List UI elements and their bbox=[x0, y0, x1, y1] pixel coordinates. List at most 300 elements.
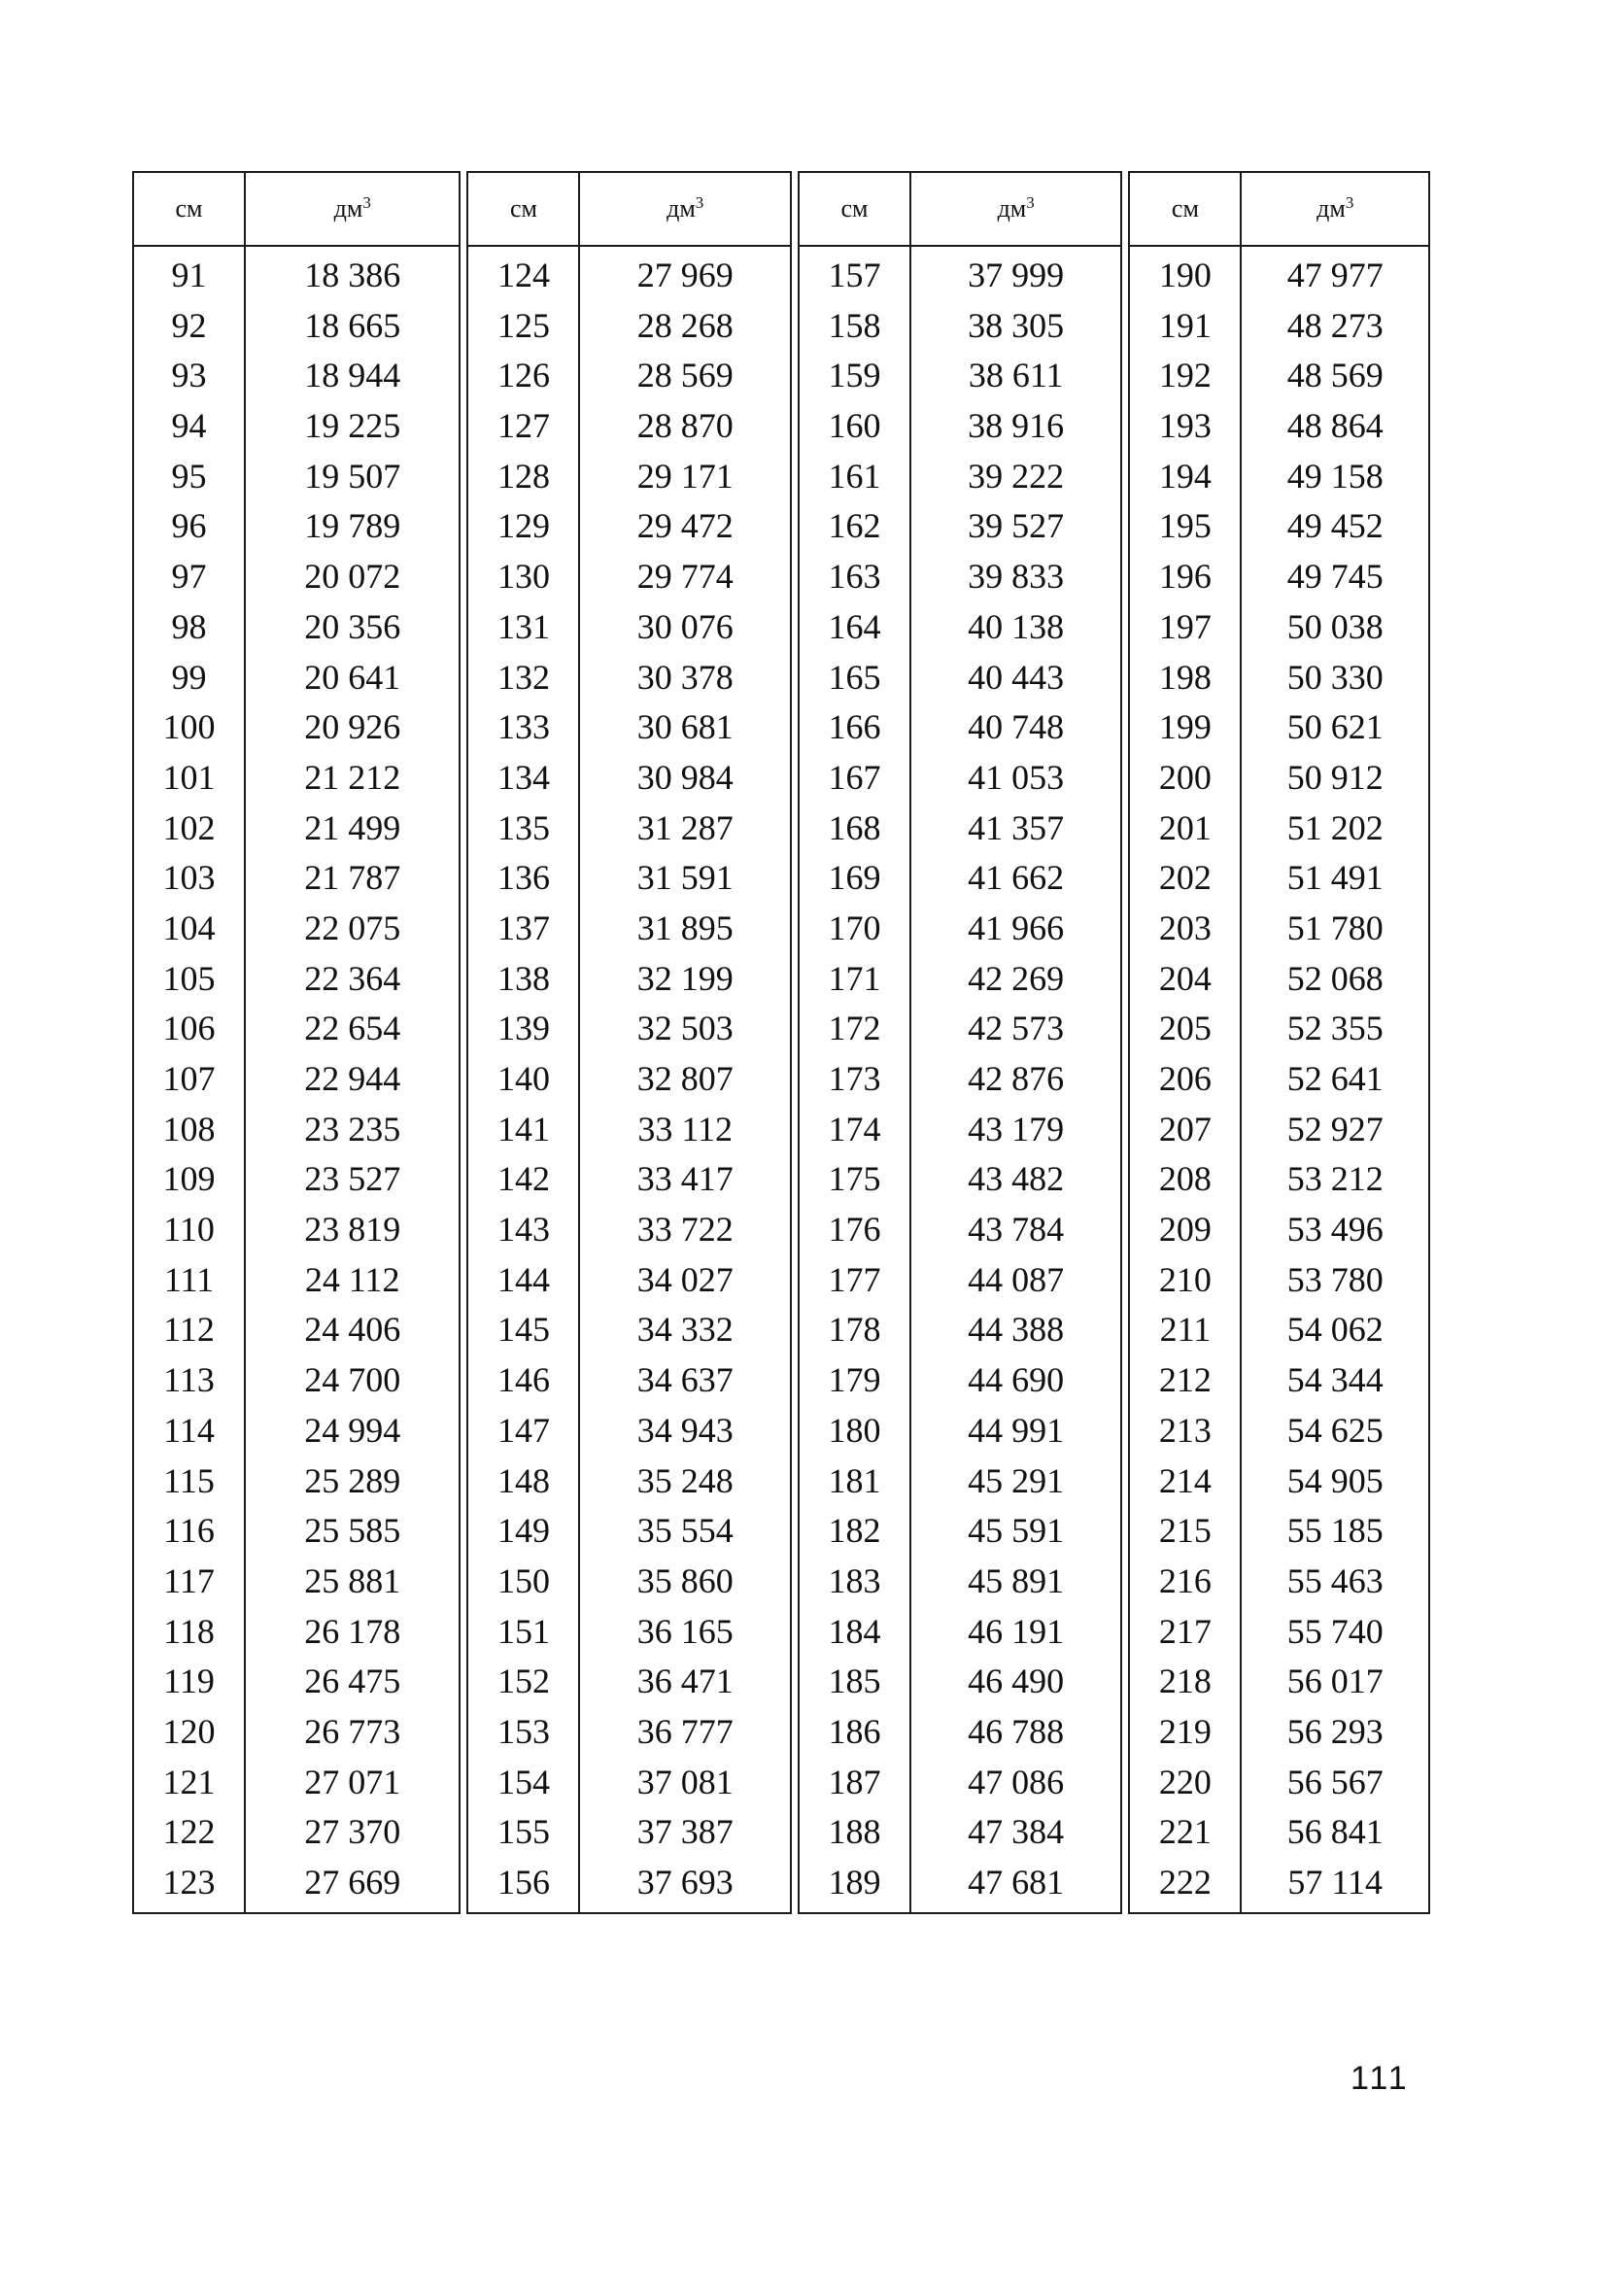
table-body bbox=[468, 247, 789, 1912]
cell-dm3: 41 966 bbox=[968, 908, 1065, 947]
cell-dm3: 41 053 bbox=[968, 757, 1065, 797]
cell-cm: 96 bbox=[171, 506, 207, 546]
cell-dm3: 56 841 bbox=[1286, 1812, 1384, 1852]
cell-dm3: 54 062 bbox=[1286, 1310, 1384, 1350]
cell-dm3: 24 406 bbox=[304, 1310, 401, 1350]
cell-cm: 111 bbox=[163, 1259, 215, 1299]
cell-cm: 173 bbox=[828, 1059, 881, 1098]
dm3-column bbox=[911, 247, 1120, 1912]
cell-cm: 170 bbox=[828, 908, 881, 947]
cell-dm3: 40 748 bbox=[968, 707, 1065, 747]
cell-cm: 103 bbox=[162, 858, 216, 898]
header-dm3 bbox=[1242, 173, 1428, 245]
cell-cm: 222 bbox=[1158, 1863, 1212, 1902]
cell-dm3: 30 984 bbox=[636, 757, 734, 797]
table-body bbox=[800, 247, 1120, 1912]
cell-dm3: 43 482 bbox=[968, 1159, 1065, 1199]
cell-cm: 207 bbox=[1158, 1109, 1212, 1148]
cell-dm3: 21 787 bbox=[304, 858, 401, 898]
cell-cm: 124 bbox=[496, 256, 550, 294]
cell-dm3: 44 388 bbox=[968, 1310, 1065, 1350]
cell-dm3: 26 178 bbox=[304, 1611, 401, 1651]
cell-dm3: 42 269 bbox=[968, 958, 1065, 998]
cell-cm: 166 bbox=[828, 707, 881, 747]
cell-dm3: 20 356 bbox=[304, 606, 401, 646]
cell-dm3: 45 591 bbox=[968, 1511, 1065, 1551]
cell-cm: 184 bbox=[828, 1611, 881, 1651]
cell-cm: 143 bbox=[496, 1210, 550, 1250]
cell-dm3: 33 722 bbox=[636, 1210, 734, 1250]
cell-dm3: 51 491 bbox=[1286, 858, 1384, 898]
cell-cm: 97 bbox=[171, 557, 207, 597]
cell-cm: 188 bbox=[828, 1812, 881, 1852]
cell-dm3: 34 027 bbox=[636, 1259, 734, 1299]
header-dm3 bbox=[580, 173, 789, 245]
cell-dm3: 18 386 bbox=[304, 256, 401, 294]
cell-cm: 172 bbox=[828, 1009, 881, 1048]
cell-cm: 145 bbox=[496, 1310, 550, 1350]
cell-cm: 196 bbox=[1158, 557, 1212, 597]
cell-cm: 136 bbox=[496, 858, 550, 898]
table-block-2 bbox=[466, 171, 791, 1914]
table-header bbox=[134, 173, 459, 247]
cell-cm: 191 bbox=[1158, 305, 1212, 345]
cell-dm3: 49 745 bbox=[1286, 557, 1384, 597]
header-dm-label: дм bbox=[1316, 194, 1346, 223]
cell-cm: 203 bbox=[1158, 908, 1212, 947]
cell-cm: 208 bbox=[1158, 1159, 1212, 1199]
cell-cm: 150 bbox=[496, 1560, 550, 1600]
cell-dm3: 46 490 bbox=[968, 1662, 1065, 1701]
cell-dm3: 56 017 bbox=[1286, 1662, 1384, 1701]
cell-dm3: 50 912 bbox=[1286, 757, 1384, 797]
cell-dm3: 37 387 bbox=[636, 1812, 734, 1852]
cell-dm3: 27 969 bbox=[636, 256, 734, 294]
cell-dm3: 35 860 bbox=[636, 1560, 734, 1600]
cell-cm: 131 bbox=[496, 606, 550, 646]
cell-cm: 177 bbox=[828, 1259, 881, 1299]
cell-dm3: 45 291 bbox=[968, 1460, 1065, 1500]
cell-dm3: 50 621 bbox=[1286, 707, 1384, 747]
cell-dm3: 22 654 bbox=[304, 1009, 401, 1048]
cell-cm: 155 bbox=[496, 1812, 550, 1852]
cell-dm3: 47 681 bbox=[968, 1863, 1065, 1902]
cell-cm: 163 bbox=[828, 557, 881, 597]
cm-column bbox=[1130, 247, 1242, 1912]
cell-cm: 176 bbox=[828, 1210, 881, 1250]
cell-cm: 120 bbox=[162, 1711, 216, 1751]
cell-dm3: 35 554 bbox=[636, 1511, 734, 1551]
cell-cm: 206 bbox=[1158, 1059, 1212, 1098]
cell-cm: 95 bbox=[171, 456, 207, 496]
cell-dm3: 24 700 bbox=[304, 1360, 401, 1400]
cell-cm: 108 bbox=[162, 1109, 216, 1148]
cell-cm: 149 bbox=[496, 1511, 550, 1551]
cell-dm3: 28 870 bbox=[636, 406, 734, 446]
cell-dm3: 23 819 bbox=[304, 1210, 401, 1250]
cell-dm3: 37 081 bbox=[636, 1762, 734, 1801]
cell-dm3: 36 471 bbox=[636, 1662, 734, 1701]
cell-cm: 221 bbox=[1158, 1812, 1212, 1852]
cell-cm: 174 bbox=[828, 1109, 881, 1148]
cell-dm3: 25 585 bbox=[304, 1511, 401, 1551]
cell-dm3: 29 171 bbox=[636, 456, 734, 496]
cell-cm: 106 bbox=[162, 1009, 216, 1048]
cell-dm3: 46 788 bbox=[968, 1711, 1065, 1751]
header-dm-exponent: 3 bbox=[1026, 193, 1035, 212]
cell-cm: 212 bbox=[1158, 1360, 1212, 1400]
cell-cm: 217 bbox=[1158, 1611, 1212, 1651]
cell-dm3: 20 072 bbox=[304, 557, 401, 597]
cell-cm: 205 bbox=[1158, 1009, 1212, 1048]
cell-dm3: 55 185 bbox=[1286, 1511, 1384, 1551]
cell-dm3: 54 344 bbox=[1286, 1360, 1384, 1400]
cell-dm3: 24 994 bbox=[304, 1410, 401, 1450]
cell-cm: 183 bbox=[828, 1560, 881, 1600]
cell-dm3: 32 503 bbox=[636, 1009, 734, 1048]
cell-dm3: 44 087 bbox=[968, 1259, 1065, 1299]
cell-dm3: 48 273 bbox=[1286, 305, 1384, 345]
cell-dm3: 42 573 bbox=[968, 1009, 1065, 1048]
cell-dm3: 27 071 bbox=[304, 1762, 401, 1801]
header-dm-exponent: 3 bbox=[362, 193, 371, 212]
cell-cm: 187 bbox=[828, 1762, 881, 1801]
cell-cm: 152 bbox=[496, 1662, 550, 1701]
volume-table bbox=[132, 171, 1430, 1914]
cell-cm: 181 bbox=[828, 1460, 881, 1500]
cm-column bbox=[134, 247, 246, 1912]
cell-cm: 112 bbox=[163, 1310, 215, 1350]
cell-cm: 148 bbox=[496, 1460, 550, 1500]
cell-cm: 185 bbox=[828, 1662, 881, 1701]
cell-cm: 157 bbox=[828, 256, 881, 294]
cell-cm: 122 bbox=[162, 1812, 216, 1852]
cell-cm: 209 bbox=[1158, 1210, 1212, 1250]
header-cm: см bbox=[800, 173, 911, 245]
table-body bbox=[1130, 247, 1428, 1912]
cell-dm3: 55 463 bbox=[1286, 1560, 1384, 1600]
header-cm: см bbox=[468, 173, 580, 245]
cell-dm3: 52 641 bbox=[1286, 1059, 1384, 1098]
cm-column bbox=[468, 247, 580, 1912]
table-header bbox=[1130, 173, 1428, 247]
cell-cm: 101 bbox=[162, 757, 216, 797]
cell-cm: 210 bbox=[1158, 1259, 1212, 1299]
table-header bbox=[468, 173, 789, 247]
cell-cm: 138 bbox=[496, 958, 550, 998]
cell-cm: 216 bbox=[1158, 1560, 1212, 1600]
header-cm: см bbox=[134, 173, 246, 245]
cell-dm3: 27 669 bbox=[304, 1863, 401, 1902]
cell-dm3: 25 881 bbox=[304, 1560, 401, 1600]
cell-dm3: 41 357 bbox=[968, 807, 1065, 847]
cell-cm: 133 bbox=[496, 707, 550, 747]
cell-cm: 200 bbox=[1158, 757, 1212, 797]
cell-dm3: 54 625 bbox=[1286, 1410, 1384, 1450]
cell-dm3: 41 662 bbox=[968, 858, 1065, 898]
cell-dm3: 42 876 bbox=[968, 1059, 1065, 1098]
cell-dm3: 22 075 bbox=[304, 908, 401, 947]
cell-dm3: 25 289 bbox=[304, 1460, 401, 1500]
cell-dm3: 24 112 bbox=[304, 1259, 400, 1299]
cell-cm: 161 bbox=[828, 456, 881, 496]
cell-dm3: 18 944 bbox=[304, 356, 401, 395]
table-body bbox=[134, 247, 459, 1912]
cell-dm3: 53 496 bbox=[1286, 1210, 1384, 1250]
cell-cm: 100 bbox=[162, 707, 216, 747]
cell-cm: 201 bbox=[1158, 807, 1212, 847]
cell-dm3: 49 452 bbox=[1286, 506, 1384, 546]
cell-dm3: 29 472 bbox=[636, 506, 734, 546]
cell-dm3: 43 179 bbox=[968, 1109, 1065, 1148]
header-dm-exponent: 3 bbox=[1345, 193, 1354, 212]
table-block-1 bbox=[132, 171, 461, 1914]
cell-dm3: 34 943 bbox=[636, 1410, 734, 1450]
cell-cm: 110 bbox=[163, 1210, 215, 1250]
cell-dm3: 50 038 bbox=[1286, 606, 1384, 646]
cell-dm3: 51 780 bbox=[1286, 908, 1384, 947]
cell-dm3: 53 780 bbox=[1286, 1259, 1384, 1299]
cell-cm: 91 bbox=[171, 256, 207, 294]
header-dm-exponent: 3 bbox=[695, 193, 704, 212]
cell-dm3: 28 268 bbox=[636, 305, 734, 345]
cell-cm: 168 bbox=[828, 807, 881, 847]
cell-cm: 199 bbox=[1158, 707, 1212, 747]
cell-cm: 215 bbox=[1158, 1511, 1212, 1551]
cell-dm3: 52 927 bbox=[1286, 1109, 1384, 1148]
cell-cm: 220 bbox=[1158, 1762, 1212, 1801]
cell-dm3: 40 443 bbox=[968, 657, 1065, 697]
cell-cm: 213 bbox=[1158, 1410, 1212, 1450]
cell-dm3: 23 527 bbox=[304, 1159, 401, 1199]
header-dm3 bbox=[246, 173, 459, 245]
cell-cm: 118 bbox=[163, 1611, 215, 1651]
cell-cm: 132 bbox=[496, 657, 550, 697]
cell-cm: 194 bbox=[1158, 456, 1212, 496]
cm-column bbox=[800, 247, 911, 1912]
cell-dm3: 45 891 bbox=[968, 1560, 1065, 1600]
cell-cm: 214 bbox=[1158, 1460, 1212, 1500]
cell-dm3: 28 569 bbox=[636, 356, 734, 395]
cell-cm: 115 bbox=[163, 1460, 215, 1500]
cell-dm3: 50 330 bbox=[1286, 657, 1384, 697]
cell-dm3: 30 076 bbox=[636, 606, 734, 646]
cell-dm3: 33 112 bbox=[637, 1109, 734, 1148]
cell-dm3: 22 944 bbox=[304, 1059, 401, 1098]
cell-cm: 94 bbox=[171, 406, 207, 446]
cell-cm: 98 bbox=[171, 606, 207, 646]
page-number: 111 bbox=[1351, 2060, 1410, 2097]
cell-cm: 192 bbox=[1158, 356, 1212, 395]
cell-cm: 202 bbox=[1158, 858, 1212, 898]
cell-dm3: 37 693 bbox=[636, 1863, 734, 1902]
cell-dm3: 36 165 bbox=[636, 1611, 734, 1651]
cell-cm: 198 bbox=[1158, 657, 1212, 697]
cell-dm3: 53 212 bbox=[1286, 1159, 1384, 1199]
cell-dm3: 31 591 bbox=[636, 858, 734, 898]
cell-dm3: 32 807 bbox=[636, 1059, 734, 1098]
cell-dm3: 20 926 bbox=[304, 707, 401, 747]
cell-dm3: 22 364 bbox=[304, 958, 401, 998]
cell-cm: 116 bbox=[163, 1511, 215, 1551]
cell-dm3: 30 378 bbox=[636, 657, 734, 697]
cell-cm: 193 bbox=[1158, 406, 1212, 446]
cell-dm3: 47 384 bbox=[968, 1812, 1065, 1852]
table-header bbox=[800, 173, 1120, 247]
cell-dm3: 55 740 bbox=[1286, 1611, 1384, 1651]
cell-cm: 127 bbox=[496, 406, 550, 446]
cell-dm3: 32 199 bbox=[636, 958, 734, 998]
header-dm3 bbox=[911, 173, 1120, 245]
cell-cm: 218 bbox=[1158, 1662, 1212, 1701]
cell-dm3: 49 158 bbox=[1286, 456, 1384, 496]
cell-dm3: 26 475 bbox=[304, 1662, 401, 1701]
cell-dm3: 33 417 bbox=[636, 1159, 734, 1199]
cell-dm3: 56 567 bbox=[1286, 1762, 1384, 1801]
cell-dm3: 43 784 bbox=[968, 1210, 1065, 1250]
cell-cm: 93 bbox=[171, 356, 207, 395]
cell-cm: 197 bbox=[1158, 606, 1212, 646]
cell-cm: 146 bbox=[496, 1360, 550, 1400]
cell-dm3: 21 212 bbox=[304, 757, 401, 797]
cell-cm: 130 bbox=[496, 557, 550, 597]
cell-cm: 137 bbox=[496, 908, 550, 947]
header-dm-label: дм bbox=[667, 194, 696, 223]
cell-dm3: 34 332 bbox=[636, 1310, 734, 1350]
cell-cm: 129 bbox=[496, 506, 550, 546]
cell-cm: 211 bbox=[1159, 1310, 1212, 1350]
cell-cm: 190 bbox=[1158, 256, 1212, 294]
dm3-column bbox=[580, 247, 789, 1912]
cell-cm: 154 bbox=[496, 1762, 550, 1801]
cell-cm: 175 bbox=[828, 1159, 881, 1199]
cell-cm: 160 bbox=[828, 406, 881, 446]
cell-cm: 151 bbox=[496, 1611, 550, 1651]
cell-dm3: 19 225 bbox=[304, 406, 401, 446]
cell-cm: 119 bbox=[163, 1662, 215, 1701]
cell-cm: 109 bbox=[162, 1159, 216, 1199]
cell-dm3: 30 681 bbox=[636, 707, 734, 747]
cell-dm3: 52 355 bbox=[1286, 1009, 1384, 1048]
cell-cm: 182 bbox=[828, 1511, 881, 1551]
cell-cm: 107 bbox=[162, 1059, 216, 1098]
cell-cm: 153 bbox=[496, 1711, 550, 1751]
cell-cm: 189 bbox=[828, 1863, 881, 1902]
cell-cm: 140 bbox=[496, 1059, 550, 1098]
cell-dm3: 54 905 bbox=[1286, 1460, 1384, 1500]
cell-cm: 165 bbox=[828, 657, 881, 697]
cell-dm3: 36 777 bbox=[636, 1711, 734, 1751]
cell-dm3: 23 235 bbox=[304, 1109, 401, 1148]
cell-cm: 117 bbox=[163, 1560, 215, 1600]
cell-dm3: 38 611 bbox=[968, 356, 1064, 395]
cell-dm3: 52 068 bbox=[1286, 958, 1384, 998]
cell-cm: 99 bbox=[171, 657, 207, 697]
header-dm-label: дм bbox=[333, 194, 363, 223]
cell-cm: 134 bbox=[496, 757, 550, 797]
cell-cm: 204 bbox=[1158, 958, 1212, 998]
cell-dm3: 57 114 bbox=[1287, 1863, 1384, 1902]
dm3-column bbox=[246, 247, 459, 1912]
cell-cm: 219 bbox=[1158, 1711, 1212, 1751]
cell-dm3: 26 773 bbox=[304, 1711, 401, 1751]
header-dm-label: дм bbox=[997, 194, 1027, 223]
cell-dm3: 56 293 bbox=[1286, 1711, 1384, 1751]
cell-dm3: 39 222 bbox=[968, 456, 1065, 496]
cell-dm3: 47 086 bbox=[968, 1762, 1065, 1801]
cell-cm: 114 bbox=[163, 1410, 215, 1450]
cell-cm: 141 bbox=[496, 1109, 550, 1148]
cell-cm: 123 bbox=[162, 1863, 216, 1902]
cell-dm3: 31 287 bbox=[636, 807, 734, 847]
cell-cm: 142 bbox=[496, 1159, 550, 1199]
cell-cm: 139 bbox=[496, 1009, 550, 1048]
cell-dm3: 46 191 bbox=[968, 1611, 1065, 1651]
cell-dm3: 39 527 bbox=[968, 506, 1065, 546]
cell-cm: 158 bbox=[828, 305, 881, 345]
cell-dm3: 35 248 bbox=[636, 1460, 734, 1500]
header-cm: см bbox=[1130, 173, 1242, 245]
cell-cm: 125 bbox=[496, 305, 550, 345]
cell-dm3: 44 690 bbox=[968, 1360, 1065, 1400]
cell-dm3: 44 991 bbox=[968, 1410, 1065, 1450]
cell-cm: 144 bbox=[496, 1259, 550, 1299]
cell-cm: 126 bbox=[496, 356, 550, 395]
cell-dm3: 19 789 bbox=[304, 506, 401, 546]
cell-cm: 92 bbox=[171, 305, 207, 345]
cell-cm: 169 bbox=[828, 858, 881, 898]
cell-dm3: 40 138 bbox=[968, 606, 1065, 646]
cell-cm: 162 bbox=[828, 506, 881, 546]
cell-cm: 178 bbox=[828, 1310, 881, 1350]
cell-cm: 167 bbox=[828, 757, 881, 797]
cell-cm: 121 bbox=[162, 1762, 216, 1801]
cell-dm3: 39 833 bbox=[968, 557, 1065, 597]
cell-cm: 179 bbox=[828, 1360, 881, 1400]
cell-dm3: 51 202 bbox=[1286, 807, 1384, 847]
cell-dm3: 34 637 bbox=[636, 1360, 734, 1400]
cell-cm: 156 bbox=[496, 1863, 550, 1902]
table-block-4 bbox=[1128, 171, 1430, 1914]
cell-dm3: 47 977 bbox=[1286, 256, 1384, 294]
cell-dm3: 31 895 bbox=[636, 908, 734, 947]
cell-cm: 164 bbox=[828, 606, 881, 646]
cell-dm3: 37 999 bbox=[968, 256, 1065, 294]
cell-dm3: 48 569 bbox=[1286, 356, 1384, 395]
cell-cm: 135 bbox=[496, 807, 550, 847]
cell-cm: 113 bbox=[163, 1360, 215, 1400]
dm3-column bbox=[1242, 247, 1428, 1912]
cell-cm: 195 bbox=[1158, 506, 1212, 546]
cell-cm: 105 bbox=[162, 958, 216, 998]
cell-cm: 186 bbox=[828, 1711, 881, 1751]
cell-cm: 104 bbox=[162, 908, 216, 947]
cell-dm3: 18 665 bbox=[304, 305, 401, 345]
cell-dm3: 21 499 bbox=[304, 807, 401, 847]
cell-cm: 147 bbox=[496, 1410, 550, 1450]
cell-cm: 102 bbox=[162, 807, 216, 847]
table-block-3 bbox=[798, 171, 1122, 1914]
cell-cm: 159 bbox=[828, 356, 881, 395]
cell-dm3: 48 864 bbox=[1286, 406, 1384, 446]
cell-cm: 171 bbox=[828, 958, 881, 998]
cell-dm3: 20 641 bbox=[304, 657, 401, 697]
cell-dm3: 38 305 bbox=[968, 305, 1065, 345]
cell-dm3: 27 370 bbox=[304, 1812, 401, 1852]
cell-dm3: 29 774 bbox=[636, 557, 734, 597]
cell-dm3: 38 916 bbox=[968, 406, 1065, 446]
cell-dm3: 19 507 bbox=[304, 456, 401, 496]
